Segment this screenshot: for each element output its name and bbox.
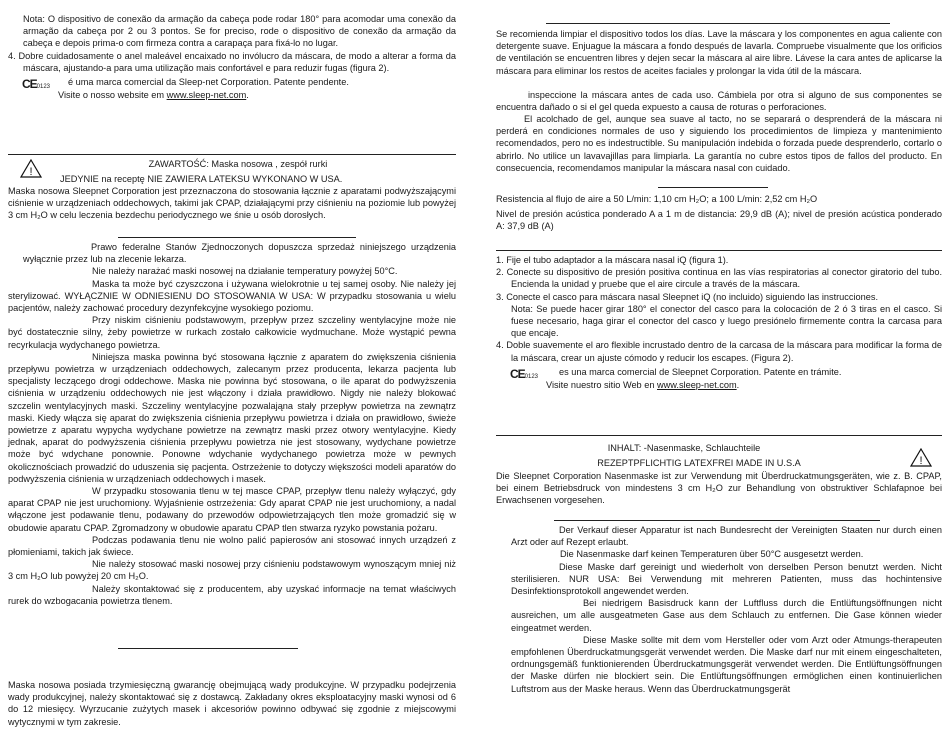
warning-triangle-icon: [20, 159, 42, 181]
de-intro: Die Sleepnet Corporation Nasenmaske ist zur Verwendung mit Überdruckatmungsgeräten, wie z. B. CPAP, bei einem Betriebsdruck von mindestens 3 cm H₂O zur Behandlung von obstruktiver Schlafapnoe bei Erwachsenen vorgesehen.: [496, 471, 942, 506]
pl-warning-9: Należy skontaktować się z producentem, aby uzyskać informacje na temat właściwych rurek do wzbogacania powietrza tlenem.: [8, 583, 456, 606]
es-cleaning: Se recomienda limpiar el dispositivo todos los días. Lave la máscara y los componentes en agua caliente con detergente suave. Enjuague la máscara a fondo después de lavarla. Compruebe visualmente que los orificios de ventilación se encuentren libres y dejen secar la máscara al aire libre. Lávese la cara antes de aplicarse la máscara para eliminar los restos de aceites faciales y prolongar la vida útil de la máscara.: [496, 29, 942, 76]
ce-mark-icon: CE0123: [510, 366, 539, 381]
es-top-rule: [546, 23, 890, 24]
svg-text:!: !: [919, 455, 923, 467]
pl-warning-1: Prawo federalne Stanów Zjednoczonych dopuszcza sprzedaż niniejszego urządzenia wyłącznie przez lub na zlecenie lekarza.: [23, 242, 456, 265]
de-warnings-rule: [554, 520, 880, 521]
pt-ce-block: [8, 76, 456, 102]
pl-rx-line: JEDYNIE na receptę NIE ZAWIERA LATEKSU WYKONANO W USA.: [60, 174, 343, 184]
pl-warning-7: Podczas podawania tlenu nie wolno palić papierosów ani stosować innych urządzeń z płomieniami, takich jak świece.: [8, 534, 456, 558]
de-warning-2: Die Nasenmaske darf keinen Temperaturen über 50°C ausgesetzt werden.: [560, 549, 864, 560]
es-steps-rule: [496, 250, 942, 251]
de-contents: INHALT: -Nasenmaske, Schlauchteile: [607, 443, 761, 453]
pt-step-4: 4. Dobre cuidadosamente o anel maleável encaixado no invólucro da máscara, de modo a alterar a forma da máscara, ajustando-a para uma utilização mais confortável e para reduzir fugas (figura 2).: [8, 50, 456, 73]
es-specs-rule: [658, 187, 768, 188]
es-specs: [496, 193, 942, 233]
de-warning-1: Der Verkauf dieser Apparatur ist nach Bundesrecht der Vereinigten Staaten nur durch einen Arzt oder auf Rezept erlaubt.: [511, 525, 942, 548]
es-nota: Nota: Se puede hacer girar 180° el conector del casco para la colocación de 2 ó 3 tiras en el casco. Si fuese necesario, haga girar el conector del casco y luego presiónelo firmemente contra la carcasa para que encaje.: [511, 303, 942, 339]
pt-section: [8, 13, 456, 102]
pl-warnings-rule: [118, 237, 356, 238]
pl-warning-8: Nie należy stosować maski nosowej przy ciśnieniu podstawowym wynoszącym mniej niż 3 cm H₂O lub powyżej 20 cm H₂O.: [8, 559, 456, 582]
pt-website-link[interactable]: www.sleep-net.com: [166, 90, 247, 101]
es-resistance: Resistencia al flujo de aire a 50 L/min: 1,10 cm H₂O; a 100 L/min: 2,52 cm H₂O: [496, 194, 818, 204]
de-rx-line: REZEPTPFLICHTIG LATEXFREI MADE IN U.S.A: [597, 458, 801, 468]
pl-warning-4: Przy niskim ciśnieniu podstawowym, przepływ przez szczeliny wentylacyjne może nie być dostatecznie silny, żeby powietrze w rurkach zostało całkowicie wydmuchane. Może wystąpić pewna recyrkulacja wydychanego powietrza.: [8, 315, 456, 350]
es-inspection: inspeccione la máscara antes de cada uso. Cámbiela por otra si alguno de sus componentes se encuentra dañado o si el gel queda expuesto a causa de roturas o perforaciones.: [496, 90, 942, 113]
de-top-rule: [496, 435, 942, 436]
pl-warnings: [8, 241, 456, 607]
pl-warranty: Maska nosowa posiada trzymiesięczną gwarancję obejmującą wady produkcyjne. W przypadku podejrzenia wady produkcyjnej, należy skontaktować się z dostawcą. Zakładany okres eksploatacyjny maski wynosi od 6 do 12 miesięcy. Wyrzucanie zużytych masek i akcesoriów powinno odbywać się zgodnie z miejscowymi wytycznymi w tym zakresie.: [8, 680, 456, 727]
es-step-1: 1. Fije el tubo adaptador a la máscara nasal iQ (figura 1).: [496, 255, 729, 265]
es-visit: Visite nuestro sitio Web en www.sleep-net.com.: [546, 379, 740, 390]
pl-top-rule: [8, 154, 456, 155]
es-website-link[interactable]: www.sleep-net.com: [657, 379, 737, 390]
es-ce-block: [496, 364, 942, 390]
svg-text:!: !: [29, 166, 33, 178]
es-step-2: 2. Conecte su dispositivo de presión positiva continua en las vías respiratorias al conector giratorio del tubo. Encienda la unidad y pruebe que el aire circule a través de la máscara.: [496, 267, 942, 290]
es-step-3: 3. Conecte el casco para máscara nasal Sleepnet iQ (no incluido) siguiendo las instrucciones.: [496, 291, 878, 302]
pl-warranty-rule: [118, 648, 298, 649]
es-step-4: 4. Doble suavemente el aro flexible incrustado dentro de la carcasa de la máscara para modificar la forma de la máscara, crear un ajuste cómodo y reducir los escapes. (Figura 2).: [496, 340, 942, 363]
warning-triangle-icon: [910, 448, 932, 470]
pl-warning-5: Niniejsza maska powinna być stosowana łącznie z aparatem do zwiększenia ciśnienia przepływu powietrza w urządzeniach oddechowych, zalecanym przez producenta, lekarza pacjenta lub specjalisty leczącego drogi oddechowe. Maska nie powinna być stosowana, o ile aparat do podwyższenia ciśnienia w urządzeniu oddechowych nie jest włączony i działa prawidłowo. Nigdy nie należy blokować szczelin wentylacyjnych maski. Szczeliny wentylacyjne pozwalająna stały przepływ powietrza na zewnątrz maski. Kiedy włącza się aparat do zwiększenia ciśnienia przepływu powietrza i działa on prawidłowo, świeże powietrze z aparatu wypycha wydychane powietrze na zewnątrz maski przez otwory wentylacyjne. Kiedy jednak, aparat do podwyższenia ciśnienia przepływu powietrza nie jest stosowany, wydychane powietrze może być wdychane ponownie. Ponowne wdychanie wydychanego powietrza może w pewnych okolicznościach prowadzić do uduszenia się pacjenta. Ostrzeżenie to dotyczy większości modeli aparatów do podwyższenia ciśnienia w urządzeniach oddechowych i masek.: [8, 351, 456, 484]
es-steps: [496, 254, 942, 390]
pl-warning-2: Nie należy narażać maski nosowej na działanie temperatury powyżej 50°C.: [92, 266, 398, 277]
de-warnings: [496, 524, 942, 695]
de-warning-3: Diese Maske darf gereinigt und wiederholt von derselben Person benutzt werden. Nicht sterilisieren. NUR USA: Bei Verwendung mit mehreren Patienten, muss das hochintensive Desinfektionsprotokoll angewendet werden.: [511, 561, 942, 597]
pl-contents: ZAWARTOŚĆ: Maska nosowa , zespół rurki: [148, 159, 328, 169]
es-noise: Nivel de presión acústica ponderado A a 1 m de distancia: 29,9 dB (A); nivel de presión acústica ponderado A: 37,9 dB (A): [496, 209, 942, 232]
pt-trademark: é uma marca comercial da Sleep-net Corporation. Patente pendente.: [68, 77, 349, 88]
ce-mark-icon: CE0123: [22, 77, 51, 92]
es-gel-cushion: El acolchado de gel, aunque sea suave al tacto, no se separará o desprenderá de la máscara ni perderá en condiciones normales de uso y siguiendo los procedimientos de limpieza y mantenimiento recomendados, pero no es indestructible. Su manipulación indebida o forzada puede desprenderlo, cortarlo o abrirlo. No utilice un lavavajillas para limpiarla. La garantía no cubre estos tipos de fallos del producto. En consecuencia, recomendamos manipular la máscara nasal con cuidado.: [496, 114, 942, 173]
pl-warning-6: W przypadku stosowania tlenu w tej masce CPAP, przepływ tlenu należy wyłączyć, gdy aparat CPAP nie jest uruchomiony. Wyjaśnienie ostrzeżenia: Gdy aparat CPAP nie jest uruchomiony, a nadal włączone jest podawanie tlenu, podawany do przewodów odpowietrzających tlen może gromadzić się w obudowie aparatu CPAP. Zgromadzony w obudowie aparatu CPAP tlen stwarza ryzyko powstania pożaru.: [8, 486, 456, 533]
pl-warning-3: Maska ta może być czyszczona i używana wielokrotnie u tej samej osoby. Nie należy jej sterylizować. WYŁĄCZNIE W ODNIESIENU DO STOSOWANIA W USA: W przypadku stosowania u wielu pacjentów, należy zachować procedury dezynfekcyjne wysokiego poziomu.: [8, 278, 456, 314]
de-warning-5: Diese Maske sollte mit dem vom Hersteller oder vom Arzt oder Atmungs-therapeuten empfohlenen Überdruckatmungsgerät verwendet werden. Die Maske darf nur mit einem eingeschalteten, ordnungsgemäß funktionierenden Überdruckatmungsgerät verwendet werden. Die Entlüftungsöffnungen der Maske dürfen nie blockiert sein. Die Entlüftungsöffnungen ermöglichen einen kontinuierlichen Luftstrom aus der Maske heraus. Wenn das Überdruckatmungsgerät: [511, 634, 942, 694]
pt-nota: Nota: O dispositivo de conexão da armação da cabeça pode rodar 180° para acomodar uma conexão da armação da cabeça por 2 ou 3 pontos. Se for preciso, rode o dispositivo de conexão da armação da cabeça e depois prima-o com firmeza contra a carapaça para fixá-lo no lugar.: [23, 14, 456, 49]
pt-visit: Visite o nosso website em www.sleep-net.com.: [58, 90, 249, 101]
pl-intro: Maska nosowa Sleepnet Corporation jest przeznaczona do stosowania łącznie z aparatami podwyższającymi ciśnienie w urządzeniach oddechowych, takimi jak CPAP, działającymi przy ciśnieniu na poziomie lub powyżej 3 cm H₂O w celu leczenia bezdechu periodycznego we śnie u osób dorosłych.: [8, 186, 456, 221]
es-trademark: es una marca comercial de Sleepnet Corporation. Patente en trámite.: [559, 366, 842, 377]
de-warning-4: Bei niedrigem Basisdruck kann der Luftfluss durch die Entlüftungsöffnungen nicht ausreichen, um alle ausgeatmeten Gase aus dem Schlauch zu entfernen. Die Gase können wieder eingeatmet werden.: [511, 598, 942, 633]
